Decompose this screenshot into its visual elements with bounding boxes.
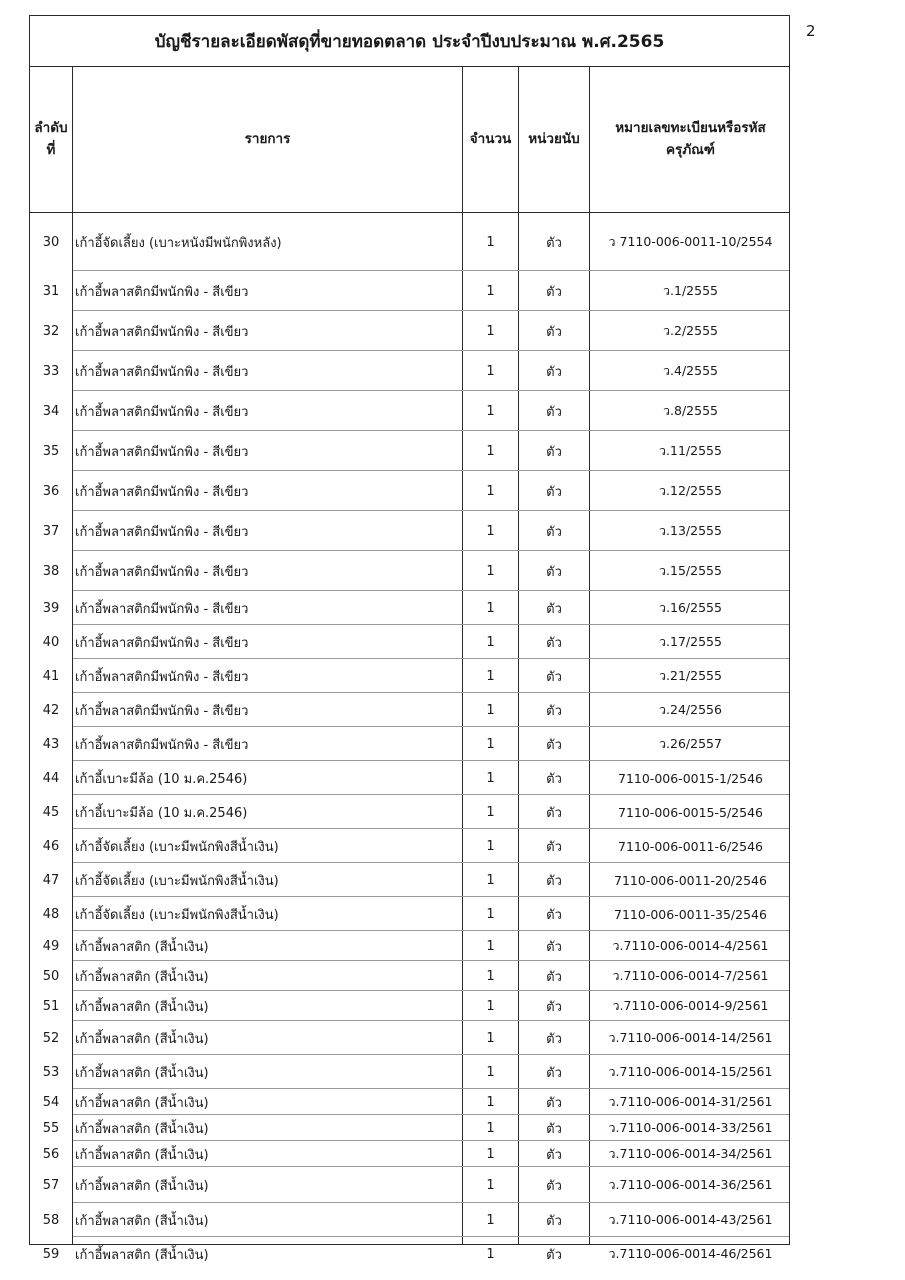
row-registration-code: ว.7110-006-0014-14/2561 [608,1030,773,1045]
row-unit: ตัว [546,444,562,460]
row-registration-code: ว 7110-006-0011-10/2554 [608,234,773,249]
row-unit: ตัว [546,873,562,889]
row-registration-code: ว.16/2555 [659,600,722,615]
row-unit: ตัว [546,484,562,500]
row-quantity: 1 [486,563,495,579]
row-quantity: 1 [486,1212,495,1228]
row-registration-code: ว.2/2555 [663,323,718,338]
row-registration-code: ว.24/2556 [659,702,722,717]
table-row [30,213,789,271]
row-registration-code: ว.8/2555 [663,403,718,418]
row-item-name: เก้าอี้พลาสติก (สีน้ำเงิน) [75,1213,209,1229]
table-header [30,67,789,212]
table-row [30,961,789,991]
row-quantity: 1 [486,600,495,616]
row-unit: ตัว [546,703,562,719]
row-quantity: 1 [486,906,495,922]
row-unit: ตัว [546,1095,562,1111]
row-number: 44 [42,770,60,786]
row-item-name: เก้าอี้พลาสติกมีพนักพิง - สีเขียว [75,484,249,500]
row-quantity: 1 [486,1146,495,1162]
row-quantity: 1 [486,804,495,820]
table-row [30,991,789,1021]
row-unit: ตัว [546,564,562,580]
row-unit: ตัว [546,839,562,855]
row-item-name: เก้าอี้พลาสติก (สีน้ำเงิน) [75,969,209,985]
row-item-name: เก้าอี้จัดเลี้ยง (เบาะมีพนักพิงสีน้ำเงิน) [75,839,279,855]
row-number: 58 [42,1212,60,1228]
row-item-name: เก้าอี้พลาสติกมีพนักพิง - สีเขียว [75,703,249,719]
row-quantity: 1 [486,403,495,419]
row-unit: ตัว [546,999,562,1015]
row-quantity: 1 [486,283,495,299]
row-item-name: เก้าอี้พลาสติก (สีน้ำเงิน) [75,1065,209,1081]
table-row [30,351,789,391]
row-item-name: เก้าอี้พลาสติก (สีน้ำเงิน) [75,1147,209,1163]
row-item-name: เก้าอี้พลาสติกมีพนักพิง - สีเขียว [75,444,249,460]
table-row [30,829,789,863]
row-item-name: เก้าอี้พลาสติกมีพนักพิง - สีเขียว [75,737,249,753]
row-quantity: 1 [486,1177,495,1193]
row-quantity: 1 [486,968,495,984]
table-row [30,727,789,761]
table-row [30,391,789,431]
row-registration-code: ว.7110-006-0014-31/2561 [608,1094,773,1109]
row-number: 39 [42,600,60,616]
table-row [30,863,789,897]
table-row [30,431,789,471]
row-item-name: เก้าอี้จัดเลี้ยง (เบาะหนังมีพนักพิงหลัง) [75,235,282,251]
row-item-name: เก้าอี้พลาสติกมีพนักพิง - สีเขียว [75,669,249,685]
row-unit: ตัว [546,1121,562,1137]
row-registration-code: ว.7110-006-0014-9/2561 [612,998,769,1013]
row-unit: ตัว [546,1178,562,1194]
row-unit: ตัว [546,404,562,420]
row-number: 53 [42,1064,60,1080]
row-number: 42 [42,702,60,718]
row-number: 59 [42,1246,60,1262]
table-row [30,1115,789,1141]
row-item-name: เก้าอี้พลาสติกมีพนักพิง - สีเขียว [75,524,249,540]
row-quantity: 1 [486,736,495,752]
row-item-name: เก้าอี้พลาสติกมีพนักพิง - สีเขียว [75,284,249,300]
table-row [30,1167,789,1203]
row-quantity: 1 [486,363,495,379]
row-quantity: 1 [486,234,495,250]
row-unit: ตัว [546,805,562,821]
row-unit: ตัว [546,669,562,685]
row-item-name: เก้าอี้เบาะมีล้อ (10 ม.ค.2546) [75,805,248,821]
row-item-name: เก้าอี้พลาสติกมีพนักพิง - สีเขียว [75,564,249,580]
table-row [30,1141,789,1167]
row-quantity: 1 [486,1094,495,1110]
row-unit: ตัว [546,1147,562,1163]
row-item-name: เก้าอี้พลาสติก (สีน้ำเงิน) [75,1031,209,1047]
asset-table [29,15,790,1263]
row-item-name: เก้าอี้พลาสติก (สีน้ำเงิน) [75,1121,209,1137]
row-unit: ตัว [546,1031,562,1047]
table-row [30,1089,789,1115]
row-unit: ตัว [546,635,562,651]
row-item-name: เก้าอี้เบาะมีล้อ (10 ม.ค.2546) [75,771,248,787]
row-quantity: 1 [486,1120,495,1136]
row-quantity: 1 [486,323,495,339]
table-row [30,551,789,591]
table-row [30,511,789,551]
table-row [30,311,789,351]
row-number: 55 [42,1120,60,1136]
row-registration-code: ว.7110-006-0014-34/2561 [608,1146,773,1161]
row-quantity: 1 [486,1246,495,1262]
row-unit: ตัว [546,1247,562,1263]
row-unit: ตัว [546,939,562,955]
row-item-name: เก้าอี้พลาสติก (สีน้ำเงิน) [75,1247,209,1263]
row-registration-code: 7110-006-0015-1/2546 [618,770,763,786]
row-registration-code: ว.7110-006-0014-33/2561 [608,1120,773,1135]
header-no: ลำดับ ที่ [34,119,68,158]
row-number: 34 [42,403,60,419]
row-registration-code: ว.21/2555 [659,668,722,683]
row-number: 47 [42,872,60,888]
table-row [30,761,789,795]
row-number: 38 [42,563,60,579]
row-registration-code: ว.7110-006-0014-36/2561 [608,1177,773,1192]
page-title: บัญชีรายละเอียดพัสดุที่ขายทอดตลาด ประจำปีงบประมาณ พ.ศ.2565 [30,16,789,67]
table-row [30,795,789,829]
row-number: 56 [42,1146,60,1162]
row-number: 37 [42,523,60,539]
row-registration-code: ว.1/2555 [663,283,718,298]
row-item-name: เก้าอี้จัดเลี้ยง (เบาะมีพนักพิงสีน้ำเงิน) [75,907,279,923]
table-row [30,271,789,311]
row-registration-code: ว.7110-006-0014-4/2561 [612,938,769,953]
row-item-name: เก้าอี้พลาสติกมีพนักพิง - สีเขียว [75,635,249,651]
header-reg: หมายเลขทะเบียนหรือรหัส ครุภัณฑ์ [615,119,766,158]
row-unit: ตัว [546,1065,562,1081]
row-quantity: 1 [486,483,495,499]
row-item-name: เก้าอี้จัดเลี้ยง (เบาะมีพนักพิงสีน้ำเงิน) [75,873,279,889]
row-registration-code: ว.17/2555 [659,634,722,649]
row-unit: ตัว [546,969,562,985]
row-registration-code: ว.7110-006-0014-43/2561 [608,1212,773,1227]
row-number: 50 [42,968,60,984]
row-registration-code: ว.11/2555 [659,443,722,458]
row-number: 31 [42,283,60,299]
row-registration-code: 7110-006-0011-6/2546 [618,838,763,854]
table-row [30,625,789,659]
row-quantity: 1 [486,668,495,684]
row-unit: ตัว [546,1213,562,1229]
row-quantity: 1 [486,1030,495,1046]
row-quantity: 1 [486,998,495,1014]
row-registration-code: 7110-006-0015-5/2546 [618,804,763,820]
row-number: 46 [42,838,60,854]
row-number: 52 [42,1030,60,1046]
row-quantity: 1 [486,702,495,718]
table-row [30,591,789,625]
row-item-name: เก้าอี้พลาสติก (สีน้ำเงิน) [75,999,209,1015]
row-number: 57 [42,1177,60,1193]
row-number: 40 [42,634,60,650]
row-registration-code: ว.26/2557 [659,736,722,751]
row-unit: ตัว [546,284,562,300]
header-qty: จำนวน [469,130,512,147]
row-registration-code: ว.12/2555 [659,483,722,498]
table-row [30,931,789,961]
header-name: รายการ [244,130,291,147]
row-unit: ตัว [546,324,562,340]
row-number: 41 [42,668,60,684]
row-item-name: เก้าอี้พลาสติก (สีน้ำเงิน) [75,1095,209,1111]
row-item-name: เก้าอี้พลาสติกมีพนักพิง - สีเขียว [75,364,249,380]
table-row [30,897,789,931]
row-quantity: 1 [486,523,495,539]
row-item-name: เก้าอี้พลาสติก (สีน้ำเงิน) [75,1178,209,1194]
table-row [30,1055,789,1089]
row-number: 51 [42,998,60,1014]
row-number: 54 [42,1094,60,1110]
row-item-name: เก้าอี้พลาสติกมีพนักพิง - สีเขียว [75,601,249,617]
row-registration-code: ว.4/2555 [663,363,718,378]
row-quantity: 1 [486,838,495,854]
row-item-name: เก้าอี้พลาสติกมีพนักพิง - สีเขียว [75,324,249,340]
row-unit: ตัว [546,235,562,251]
row-number: 48 [42,906,60,922]
row-item-name: เก้าอี้พลาสติก (สีน้ำเงิน) [75,939,209,955]
row-unit: ตัว [546,364,562,380]
row-registration-code: ว.7110-006-0014-7/2561 [612,968,769,983]
row-quantity: 1 [486,1064,495,1080]
table-row [30,1021,789,1055]
row-registration-code: 7110-006-0011-20/2546 [614,872,767,888]
row-number: 32 [42,323,60,339]
row-registration-code: ว.7110-006-0014-15/2561 [608,1064,773,1079]
row-unit: ตัว [546,907,562,923]
row-number: 35 [42,443,60,459]
row-number: 36 [42,483,60,499]
row-unit: ตัว [546,601,562,617]
table-row [30,471,789,511]
row-unit: ตัว [546,524,562,540]
row-quantity: 1 [486,938,495,954]
row-number: 43 [42,736,60,752]
row-unit: ตัว [546,737,562,753]
row-number: 30 [42,234,60,250]
table-row [30,693,789,727]
row-unit: ตัว [546,771,562,787]
row-registration-code: ว.13/2555 [659,523,722,538]
row-registration-code: ว.7110-006-0014-46/2561 [608,1246,773,1261]
page-number: 2 [806,22,816,40]
row-item-name: เก้าอี้พลาสติกมีพนักพิง - สีเขียว [75,404,249,420]
row-quantity: 1 [486,443,495,459]
row-registration-code: 7110-006-0011-35/2546 [614,906,767,922]
table-row [30,1203,789,1237]
row-quantity: 1 [486,872,495,888]
table-row [30,659,789,693]
row-registration-code: ว.15/2555 [659,563,722,578]
row-quantity: 1 [486,770,495,786]
row-quantity: 1 [486,634,495,650]
row-number: 49 [42,938,60,954]
table-row [30,1237,789,1271]
row-number: 45 [42,804,60,820]
header-unit: หน่วยนับ [528,130,580,147]
row-number: 33 [42,363,60,379]
